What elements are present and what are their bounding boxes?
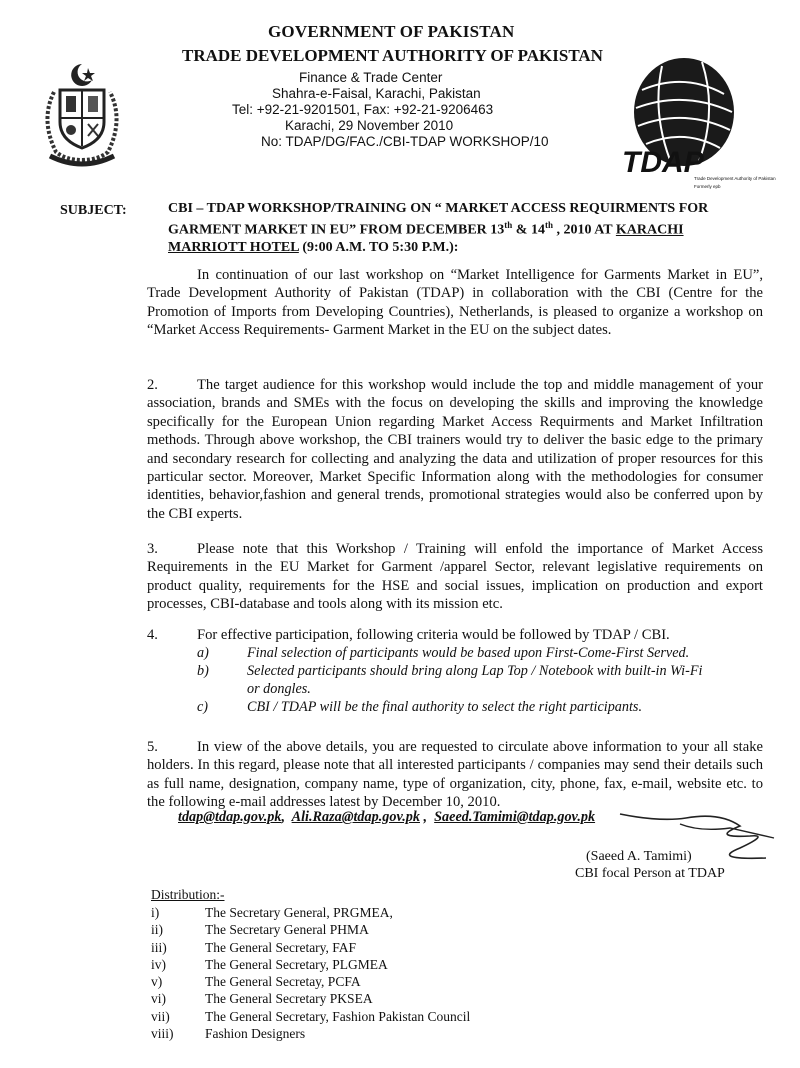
criteria-item-c: c) CBI / TDAP will be the final authority to select the right participants. [197, 699, 642, 715]
paragraph-2-number: 2. [147, 377, 158, 393]
signatory-title: CBI focal Person at TDAP [575, 866, 725, 881]
email-link[interactable]: tdap@tdap.gov.pk [178, 809, 282, 825]
reference-number: No: TDAP/DG/FAC./CBI-TDAP WORKSHOP/10 [261, 134, 549, 149]
subject-text [168, 200, 758, 256]
logo-subtitle-2: Formerly epb [694, 184, 721, 189]
subject-line-1: CBI – TDAP WORKSHOP/TRAINING ON “ MARKET ACCESS REQUIRMENTS FOR [168, 201, 709, 216]
email-link[interactable]: Saeed.Tamimi@tdap.gov.pk [434, 809, 596, 825]
criteria-item-a: a) Final selection of participants would be based upon First-Come-First Served. [197, 645, 690, 661]
distribution-list [151, 904, 470, 1042]
list-item: v) The General Secretay, PCFA [151, 974, 361, 990]
signatory-name: (Saeed A. Tamimi) [586, 849, 692, 864]
criteria-item-b-cont: or dongles. [247, 681, 311, 697]
paragraph-3-number: 3. [147, 541, 158, 557]
letter-date: Karachi, 29 November 2010 [285, 118, 454, 133]
subject-label: SUBJECT: [60, 203, 127, 218]
phone-fax: Tel: +92-21-9201501, Fax: +92-21-9206463 [232, 102, 494, 117]
address-line-1: Finance & Trade Center [299, 70, 443, 85]
paragraph-2: 2. The target audience for this workshop would include the top and middle management of your association, brands and SMEs with the focus on developing the skills and improving the knowledge specifically for the European Union regarding Market Access Requirments and Market Infiltration methods. Through above workshop, the CBI trainers would try to deliver the basic edge to the primary and secondary research for collecting and analyzing the data and utilization of proper resources for this particular sector. Moreover, Market Specific Information along with the methodologies for consumer identities, behavior,fashion and general trends, promotional strategies would also be conferred upon by the CBI experts. [147, 377, 763, 522]
list-item: iv) The General Secretary, PLGMEA [151, 956, 388, 972]
letterhead-authority: TRADE DEVELOPMENT AUTHORITY OF PAKISTAN [182, 46, 603, 65]
criteria-item-b: b) Selected participants should bring along Lap Top / Notebook with built-in Wi-Fi [197, 663, 703, 679]
list-item: viii) Fashion Designers [151, 1026, 306, 1042]
email-link[interactable]: Ali.Raza@tdap.gov.pk [291, 809, 420, 825]
subject-line-2: GARMENT MARKET IN EU” FROM DECEMBER 13th & 14th , 2010 AT KARACHI [168, 220, 684, 238]
logo-subtitle: Trade Development Authority of Pakistan [694, 176, 776, 181]
paragraph-3: 3. Please note that this Workshop / Training will enfold the importance of Market Access Requirements in the EU Market for Garment /apparel Sector, relevant legislative requirements on product quality, requirements for the HSE and social issues, implication on production and export processes, CBI-database and tools along with its mission etc. [147, 541, 763, 613]
list-item: vii) The General Secretary, Fashion Pakistan Council [151, 1008, 471, 1024]
list-item: iii) The General Secretary, FAF [151, 939, 357, 955]
pakistan-emblem-icon [36, 60, 128, 170]
paragraph-1: In continuation of our last workshop on “Market Intelligence for Garments Market in EU”, Trade Development Authority of Pakistan (TDAP) in collaboration with the CBI (Centre for the Promotion of Imports from Developing Countries), Netherlands, is pleased to organize a workshop on “Market Access Requirements- Garment Market in the EU on the subject dates. [147, 267, 763, 339]
logo-text: TDAP [622, 146, 704, 179]
paragraph-5-number: 5. [147, 739, 158, 755]
email-addresses: tdap@tdap.gov.pk, Ali.Raza@tdap.gov.pk , Saeed.Tamimi@tdap.gov.pk [178, 809, 596, 825]
tdap-logo-icon [612, 52, 776, 202]
list-item: i) The Secretary General, PRGMEA, [151, 905, 393, 920]
list-item: ii) The Secretary General PHMA [151, 922, 369, 938]
paragraph-5: 5. In view of the above details, you are requested to circulate above information to your all stake holders. In this regard, please note that all interested participants / companies may send their details such as full name, designation, company name, type of organization, city, phone, fax, e-mail, website etc. to the following e-mail addresses latest by December 10, 2010. [147, 739, 763, 811]
address-line-2: Shahra-e-Faisal, Karachi, Pakistan [272, 86, 481, 101]
list-item: vi) The General Secretary PKSEA [151, 991, 373, 1007]
letterhead-government: GOVERNMENT OF PAKISTAN [268, 22, 515, 41]
distribution-heading: Distribution:- [151, 887, 225, 902]
subject-line-3: MARRIOTT HOTEL (9:00 A.M. TO 5:30 P.M.): [168, 239, 459, 255]
paragraph-4-number: 4. [147, 627, 158, 643]
paragraph-4: 4. For effective participation, following criteria would be followed by TDAP / CBI. [147, 627, 670, 643]
